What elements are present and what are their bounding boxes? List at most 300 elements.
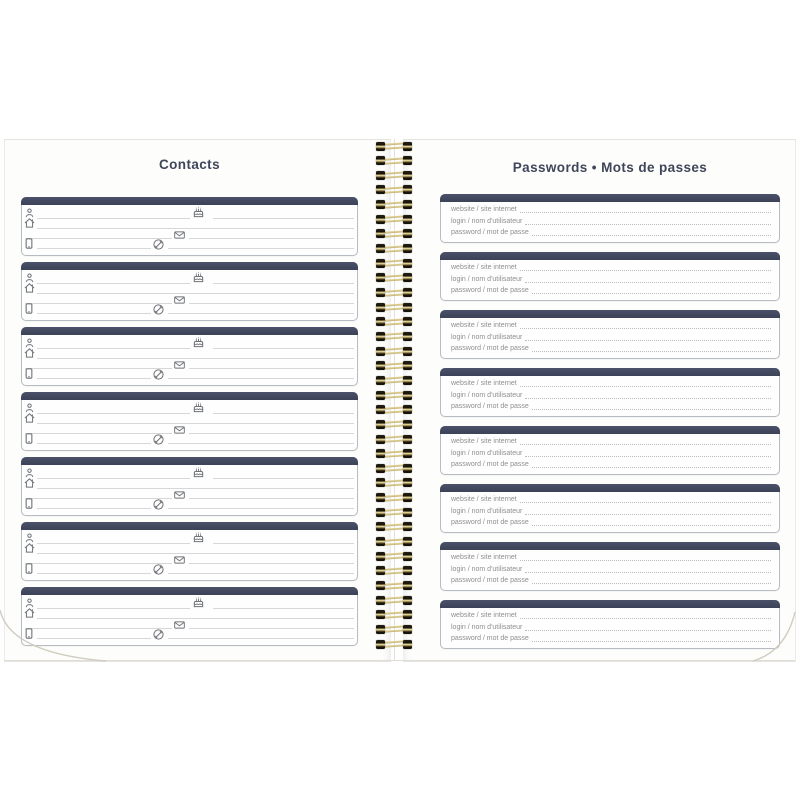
website-label: website / site internet bbox=[451, 206, 517, 213]
password-row bbox=[451, 519, 771, 526]
envelope-icon bbox=[174, 296, 185, 304]
binding-hole-left bbox=[376, 493, 385, 502]
binding-hole-right bbox=[403, 493, 412, 502]
mobile-phone-icon bbox=[25, 433, 33, 444]
binding-hole-left bbox=[376, 229, 385, 238]
spiral-coil bbox=[372, 288, 416, 298]
password-card bbox=[440, 194, 780, 243]
mobile-phone-line bbox=[37, 508, 151, 509]
spiral-coil bbox=[372, 419, 416, 429]
address-line bbox=[37, 358, 354, 359]
spiral-binding bbox=[372, 141, 416, 655]
contact-card bbox=[21, 457, 358, 516]
spiral-coil bbox=[372, 581, 416, 591]
binding-hole-right bbox=[403, 156, 412, 165]
spiral-coil bbox=[372, 214, 416, 224]
password-line bbox=[532, 235, 771, 236]
password-card bbox=[440, 542, 780, 591]
password-line bbox=[532, 409, 771, 410]
website-line bbox=[520, 386, 771, 387]
password-line bbox=[532, 641, 771, 642]
binding-hole-right bbox=[403, 185, 412, 194]
email-line bbox=[189, 238, 354, 239]
spiral-coil bbox=[372, 624, 416, 634]
spiral-coil bbox=[372, 244, 416, 254]
spiral-coil bbox=[372, 273, 416, 283]
password-label: password / mot de passe bbox=[451, 577, 529, 584]
mobile-phone-icon bbox=[25, 368, 33, 379]
login-line bbox=[525, 282, 771, 283]
binding-hole-right bbox=[403, 581, 412, 590]
email-line bbox=[189, 628, 354, 629]
binding-hole-left bbox=[376, 478, 385, 487]
contact-card bbox=[21, 587, 358, 646]
binding-hole-left bbox=[376, 610, 385, 619]
password-line bbox=[532, 467, 771, 468]
binding-hole-left bbox=[376, 552, 385, 561]
binding-hole-right bbox=[403, 552, 412, 561]
binding-hole-right bbox=[403, 317, 412, 326]
envelope-icon bbox=[174, 426, 185, 434]
binding-hole-right bbox=[403, 391, 412, 400]
contact-card bbox=[21, 522, 358, 581]
binding-hole-right bbox=[403, 244, 412, 253]
binding-hole-right bbox=[403, 522, 412, 531]
birthday-line bbox=[213, 348, 354, 349]
house-icon bbox=[24, 478, 35, 488]
contact-card-header-bar bbox=[21, 327, 358, 335]
binding-hole-right bbox=[403, 288, 412, 297]
name-line bbox=[37, 543, 190, 544]
mobile-phone-line bbox=[37, 378, 151, 379]
password-card bbox=[440, 426, 780, 475]
binding-hole-right bbox=[403, 303, 412, 312]
password-row bbox=[451, 403, 771, 410]
contact-card-header-bar bbox=[21, 522, 358, 530]
login-label: login / nom d'utilisateur bbox=[451, 391, 523, 399]
spiral-coil bbox=[372, 141, 416, 151]
person-icon bbox=[25, 273, 34, 283]
binding-hole-left bbox=[376, 142, 385, 151]
phone-receiver-icon bbox=[153, 434, 164, 445]
contact-card-header-bar bbox=[21, 587, 358, 595]
binding-hole-right bbox=[403, 508, 412, 517]
person-icon bbox=[25, 208, 34, 218]
spiral-coil bbox=[372, 478, 416, 488]
password-label: password / mot de passe bbox=[451, 403, 529, 410]
mobile-phone-line bbox=[37, 573, 151, 574]
contact-card bbox=[21, 262, 358, 321]
binding-hole-left bbox=[376, 566, 385, 575]
birthday-line bbox=[213, 543, 354, 544]
password-line bbox=[532, 525, 771, 526]
binding-hole-right bbox=[403, 347, 412, 356]
website-line bbox=[520, 270, 771, 271]
website-row bbox=[451, 264, 771, 271]
binding-hole-right bbox=[403, 435, 412, 444]
name-line bbox=[37, 218, 190, 219]
birthday-line bbox=[213, 218, 354, 219]
passwords-page bbox=[403, 139, 796, 662]
login-label: login / nom d'utilisateur bbox=[451, 449, 523, 457]
password-card bbox=[440, 600, 780, 649]
contact-card bbox=[21, 392, 358, 451]
binding-hole-right bbox=[403, 273, 412, 282]
house-icon bbox=[24, 608, 35, 618]
spiral-coil bbox=[372, 566, 416, 576]
contact-card bbox=[21, 197, 358, 256]
binding-hole-left bbox=[376, 640, 385, 649]
password-card bbox=[440, 310, 780, 359]
password-card-list bbox=[440, 194, 780, 658]
password-card-header-bar bbox=[440, 426, 780, 434]
login-label: login / nom d'utilisateur bbox=[451, 217, 523, 225]
email-line bbox=[189, 498, 354, 499]
binding-hole-right bbox=[403, 449, 412, 458]
website-line bbox=[520, 618, 771, 619]
login-label: login / nom d'utilisateur bbox=[451, 507, 523, 515]
binding-hole-right bbox=[403, 361, 412, 370]
binding-hole-left bbox=[376, 391, 385, 400]
website-row bbox=[451, 612, 771, 619]
binding-hole-left bbox=[376, 288, 385, 297]
birthday-cake-icon bbox=[192, 335, 205, 348]
website-label: website / site internet bbox=[451, 264, 517, 271]
password-card bbox=[440, 368, 780, 417]
website-row bbox=[451, 554, 771, 561]
website-row bbox=[451, 496, 771, 503]
binding-hole-left bbox=[376, 581, 385, 590]
binding-hole-left bbox=[376, 185, 385, 194]
password-line bbox=[532, 293, 771, 294]
binding-hole-left bbox=[376, 596, 385, 605]
passwords-page-title: Passwords • Mots de passes bbox=[512, 160, 708, 175]
spiral-coil bbox=[372, 361, 416, 371]
house-icon bbox=[24, 413, 35, 423]
birthday-cake-icon bbox=[192, 205, 205, 218]
login-row bbox=[451, 566, 771, 573]
website-label: website / site internet bbox=[451, 554, 517, 561]
home-phone-line bbox=[168, 573, 354, 574]
address-line-2 bbox=[25, 563, 172, 564]
birthday-line bbox=[213, 413, 354, 414]
address-line bbox=[37, 293, 354, 294]
spiral-coil bbox=[372, 405, 416, 415]
login-row bbox=[451, 624, 771, 631]
spiral-coil bbox=[372, 375, 416, 385]
address-line bbox=[37, 228, 354, 229]
email-line bbox=[189, 563, 354, 564]
home-phone-line bbox=[168, 378, 354, 379]
spiral-coil bbox=[372, 449, 416, 459]
binding-hole-left bbox=[376, 376, 385, 385]
birthday-line bbox=[213, 608, 354, 609]
website-line bbox=[520, 502, 771, 503]
binding-hole-left bbox=[376, 171, 385, 180]
password-row bbox=[451, 461, 771, 468]
house-icon bbox=[24, 543, 35, 553]
binding-hole-right bbox=[403, 376, 412, 385]
phone-receiver-icon bbox=[153, 239, 164, 250]
address-line-2 bbox=[25, 628, 172, 629]
name-line bbox=[37, 348, 190, 349]
address-line-2 bbox=[25, 498, 172, 499]
name-line bbox=[37, 478, 190, 479]
mobile-phone-line bbox=[37, 313, 151, 314]
contacts-page bbox=[4, 139, 391, 662]
binding-hole-left bbox=[376, 625, 385, 634]
password-row bbox=[451, 345, 771, 352]
binding-hole-right bbox=[403, 215, 412, 224]
spiral-coil bbox=[372, 493, 416, 503]
login-row bbox=[451, 334, 771, 341]
envelope-icon bbox=[174, 621, 185, 629]
binding-hole-left bbox=[376, 156, 385, 165]
website-label: website / site internet bbox=[451, 496, 517, 503]
spiral-coil bbox=[372, 156, 416, 166]
spiral-coil bbox=[372, 463, 416, 473]
envelope-icon bbox=[174, 556, 185, 564]
binding-hole-left bbox=[376, 244, 385, 253]
binding-hole-left bbox=[376, 508, 385, 517]
address-line bbox=[37, 488, 354, 489]
contact-card bbox=[21, 327, 358, 386]
binding-hole-right bbox=[403, 596, 412, 605]
person-icon bbox=[25, 468, 34, 478]
website-line bbox=[520, 328, 771, 329]
login-line bbox=[525, 398, 771, 399]
address-line-2 bbox=[25, 238, 172, 239]
house-icon bbox=[24, 283, 35, 293]
binding-hole-left bbox=[376, 435, 385, 444]
binding-hole-left bbox=[376, 537, 385, 546]
website-label: website / site internet bbox=[451, 438, 517, 445]
password-card-header-bar bbox=[440, 484, 780, 492]
address-line-2 bbox=[25, 433, 172, 434]
home-phone-line bbox=[168, 248, 354, 249]
website-line bbox=[520, 212, 771, 213]
login-line bbox=[525, 340, 771, 341]
binding-hole-right bbox=[403, 405, 412, 414]
binding-hole-right bbox=[403, 200, 412, 209]
address-line-2 bbox=[25, 368, 172, 369]
binding-hole-right bbox=[403, 537, 412, 546]
login-row bbox=[451, 508, 771, 515]
website-label: website / site internet bbox=[451, 380, 517, 387]
password-line bbox=[532, 583, 771, 584]
spiral-coil bbox=[372, 639, 416, 649]
login-row bbox=[451, 276, 771, 283]
password-label: password / mot de passe bbox=[451, 635, 529, 642]
binding-hole-right bbox=[403, 142, 412, 151]
password-label: password / mot de passe bbox=[451, 287, 529, 294]
binding-hole-right bbox=[403, 464, 412, 473]
spiral-coil bbox=[372, 170, 416, 180]
address-line-2 bbox=[25, 303, 172, 304]
contact-card-header-bar bbox=[21, 197, 358, 205]
spiral-coil bbox=[372, 229, 416, 239]
binding-hole-right bbox=[403, 610, 412, 619]
binding-hole-right bbox=[403, 478, 412, 487]
login-label: login / nom d'utilisateur bbox=[451, 275, 523, 283]
spiral-coil bbox=[372, 522, 416, 532]
website-label: website / site internet bbox=[451, 612, 517, 619]
home-phone-line bbox=[168, 508, 354, 509]
website-row bbox=[451, 438, 771, 445]
password-label: password / mot de passe bbox=[451, 345, 529, 352]
login-row bbox=[451, 218, 771, 225]
person-icon bbox=[25, 403, 34, 413]
house-icon bbox=[24, 348, 35, 358]
password-card bbox=[440, 484, 780, 533]
binding-hole-right bbox=[403, 420, 412, 429]
binding-hole-left bbox=[376, 361, 385, 370]
spiral-coil bbox=[372, 434, 416, 444]
binding-hole-right bbox=[403, 332, 412, 341]
email-line bbox=[189, 433, 354, 434]
birthday-line bbox=[213, 478, 354, 479]
password-row bbox=[451, 635, 771, 642]
contact-card-header-bar bbox=[21, 457, 358, 465]
login-label: login / nom d'utilisateur bbox=[451, 333, 523, 341]
binding-hole-left bbox=[376, 317, 385, 326]
login-line bbox=[525, 572, 771, 573]
binding-hole-right bbox=[403, 566, 412, 575]
login-label: login / nom d'utilisateur bbox=[451, 565, 523, 573]
birthday-cake-icon bbox=[192, 595, 205, 608]
person-icon bbox=[25, 533, 34, 543]
login-label: login / nom d'utilisateur bbox=[451, 623, 523, 631]
mobile-phone-line bbox=[37, 638, 151, 639]
spiral-coil bbox=[372, 200, 416, 210]
spiral-coil bbox=[372, 331, 416, 341]
contact-card-header-bar bbox=[21, 392, 358, 400]
login-line bbox=[525, 630, 771, 631]
envelope-icon bbox=[174, 361, 185, 369]
spiral-coil bbox=[372, 610, 416, 620]
password-card-header-bar bbox=[440, 542, 780, 550]
spiral-coil bbox=[372, 302, 416, 312]
mobile-phone-line bbox=[37, 248, 151, 249]
binding-hole-left bbox=[376, 303, 385, 312]
binding-hole-left bbox=[376, 273, 385, 282]
spiral-coil bbox=[372, 551, 416, 561]
binding-hole-left bbox=[376, 259, 385, 268]
password-card-header-bar bbox=[440, 600, 780, 608]
phone-receiver-icon bbox=[153, 499, 164, 510]
email-line bbox=[189, 368, 354, 369]
login-row bbox=[451, 392, 771, 399]
binding-hole-left bbox=[376, 347, 385, 356]
password-card-header-bar bbox=[440, 194, 780, 202]
spiral-coil bbox=[372, 537, 416, 547]
address-line bbox=[37, 423, 354, 424]
website-label: website / site internet bbox=[451, 322, 517, 329]
binding-hole-right bbox=[403, 640, 412, 649]
name-line bbox=[37, 413, 190, 414]
name-line bbox=[37, 608, 190, 609]
binding-hole-left bbox=[376, 200, 385, 209]
binding-hole-right bbox=[403, 229, 412, 238]
binding-hole-right bbox=[403, 171, 412, 180]
binding-hole-left bbox=[376, 522, 385, 531]
website-line bbox=[520, 444, 771, 445]
login-row bbox=[451, 450, 771, 457]
spiral-coil bbox=[372, 390, 416, 400]
address-line bbox=[37, 618, 354, 619]
birthday-cake-icon bbox=[192, 530, 205, 543]
binding-hole-right bbox=[403, 625, 412, 634]
birthday-cake-icon bbox=[192, 270, 205, 283]
spiral-coil bbox=[372, 346, 416, 356]
mobile-phone-icon bbox=[25, 303, 33, 314]
password-card bbox=[440, 252, 780, 301]
mobile-phone-icon bbox=[25, 563, 33, 574]
contact-card-list bbox=[21, 197, 358, 652]
website-row bbox=[451, 380, 771, 387]
envelope-icon bbox=[174, 491, 185, 499]
home-phone-line bbox=[168, 638, 354, 639]
phone-receiver-icon bbox=[153, 629, 164, 640]
birthday-cake-icon bbox=[192, 465, 205, 478]
binding-hole-left bbox=[376, 449, 385, 458]
password-card-header-bar bbox=[440, 252, 780, 260]
mobile-phone-line bbox=[37, 443, 151, 444]
house-icon bbox=[24, 218, 35, 228]
address-line bbox=[37, 553, 354, 554]
password-row bbox=[451, 229, 771, 236]
password-row bbox=[451, 287, 771, 294]
login-line bbox=[525, 456, 771, 457]
person-icon bbox=[25, 598, 34, 608]
person-icon bbox=[25, 338, 34, 348]
spiral-coil bbox=[372, 317, 416, 327]
login-line bbox=[525, 224, 771, 225]
password-label: password / mot de passe bbox=[451, 229, 529, 236]
contact-card-header-bar bbox=[21, 262, 358, 270]
envelope-icon bbox=[174, 231, 185, 239]
password-card-header-bar bbox=[440, 310, 780, 318]
phone-receiver-icon bbox=[153, 304, 164, 315]
password-row bbox=[451, 577, 771, 584]
birthday-cake-icon bbox=[192, 400, 205, 413]
email-line bbox=[189, 303, 354, 304]
home-phone-line bbox=[168, 313, 354, 314]
password-card-header-bar bbox=[440, 368, 780, 376]
phone-receiver-icon bbox=[153, 564, 164, 575]
spiral-coil bbox=[372, 185, 416, 195]
spiral-coil bbox=[372, 595, 416, 605]
phone-receiver-icon bbox=[153, 369, 164, 380]
binding-hole-left bbox=[376, 464, 385, 473]
website-row bbox=[451, 322, 771, 329]
mobile-phone-icon bbox=[25, 628, 33, 639]
name-line bbox=[37, 283, 190, 284]
binding-hole-left bbox=[376, 215, 385, 224]
password-label: password / mot de passe bbox=[451, 461, 529, 468]
password-line bbox=[532, 351, 771, 352]
binding-hole-right bbox=[403, 259, 412, 268]
contacts-page-title: Contacts bbox=[159, 157, 220, 172]
birthday-line bbox=[213, 283, 354, 284]
binding-hole-left bbox=[376, 420, 385, 429]
password-label: password / mot de passe bbox=[451, 519, 529, 526]
spiral-coil bbox=[372, 258, 416, 268]
mobile-phone-icon bbox=[25, 238, 33, 249]
home-phone-line bbox=[168, 443, 354, 444]
binding-hole-left bbox=[376, 332, 385, 341]
login-line bbox=[525, 514, 771, 515]
